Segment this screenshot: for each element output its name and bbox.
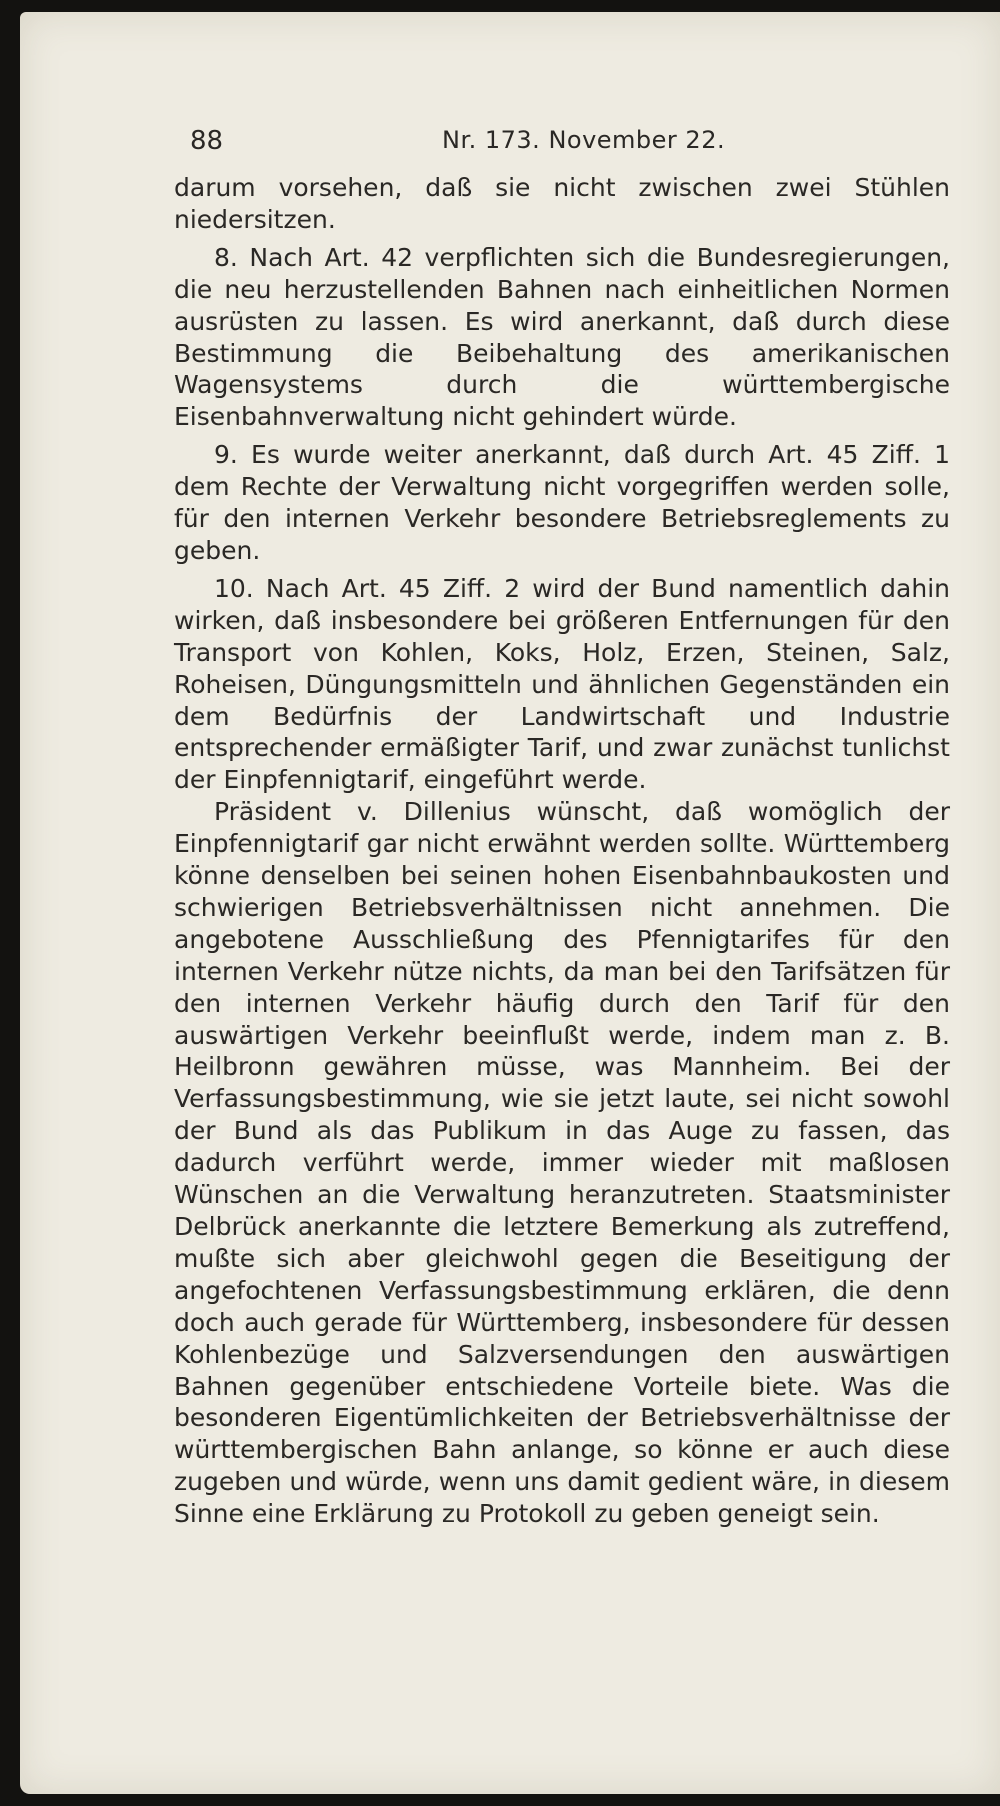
running-title: Nr. 173. November 22. bbox=[442, 126, 726, 154]
paragraph-item-10: 10. Nach Art. 45 Ziff. 2 wird der Bund namentlich dahin wirken, daß insbesondere bei größeren Entfernungen für den Transport von Kohlen, Koks, Holz, Erzen, Steinen, Salz, Roheisen, Düngungsmitteln und ähnlichen Gegenständen ein dem Bedürfnis der Landwirtschaft und Industrie entsprechender ermäßigter Tarif, und zwar zunächst tunlichst der Einpfennigtarif, eingeführt werde. bbox=[174, 573, 950, 795]
page-number: 88 bbox=[190, 126, 224, 156]
body-text bbox=[174, 172, 950, 1530]
paragraph-item-8: 8. Nach Art. 42 verpflichten sich die Bundesregierungen, die neu herzustellenden Bahnen nach einheitlichen Normen ausrüsten zu lassen. Es wird anerkannt, daß durch diese Bestimmung die Beibehaltung des amerikanischen Wagensystems durch die württembergische Eisenbahnverwaltung nicht gehindert würde. bbox=[174, 242, 950, 432]
paragraph-continuation: darum vorsehen, daß sie nicht zwischen zwei Stühlen niedersitzen. bbox=[174, 173, 950, 234]
paragraph-discussion: Präsident v. Dillenius wünscht, daß womöglich der Einpfennigtarif gar nicht erwähnt werden sollte. Württemberg könne denselben bei seinen hohen Eisenbahnbaukosten und schwierigen Betriebsverhältnissen nicht annehmen. Die angebotene Ausschließung des Pfennigtarifes für den internen Verkehr nütze nichts, da man bei den Tarifsätzen für den internen Verkehr häufig durch den Tarif für den auswärtigen Verkehr beeinflußt werde, indem man z. B. Heilbronn gewähren müsse, was Mannheim. Bei der Verfassungsbestimmung, wie sie jetzt laute, sei nicht sowohl der Bund als das Publikum in das Auge zu fassen, das dadurch verführt werde, immer wieder mit maßlosen Wünschen an die Verwaltung heranzutreten. Staatsminister Delbrück anerkannte die letztere Bemerkung als zutreffend, mußte sich aber gleichwohl gegen die Beseitigung der angefochtenen Verfassungsbestimmung erklären, die denn doch auch gerade für Württemberg, insbesondere für dessen Kohlenbezüge und Salzversendungen den auswärtigen Bahnen gegenüber entschiedene Vorteile biete. Was die besonderen Eigentümlichkeiten der Betriebsverhältnisse der württembergischen Bahn anlange, so könne er auch diese zugeben und würde, wenn uns damit gedient wäre, in diesem Sinne eine Erklärung zu Protokoll zu geben geneigt sein. bbox=[174, 797, 950, 1529]
paragraph-item-9: 9. Es wurde weiter anerkannt, daß durch Art. 45 Ziff. 1 dem Rechte der Verwaltung nicht vorgegriffen werden solle, für den internen Verkehr besondere Betriebsreglements zu geben. bbox=[174, 440, 950, 565]
page-header bbox=[190, 126, 970, 166]
